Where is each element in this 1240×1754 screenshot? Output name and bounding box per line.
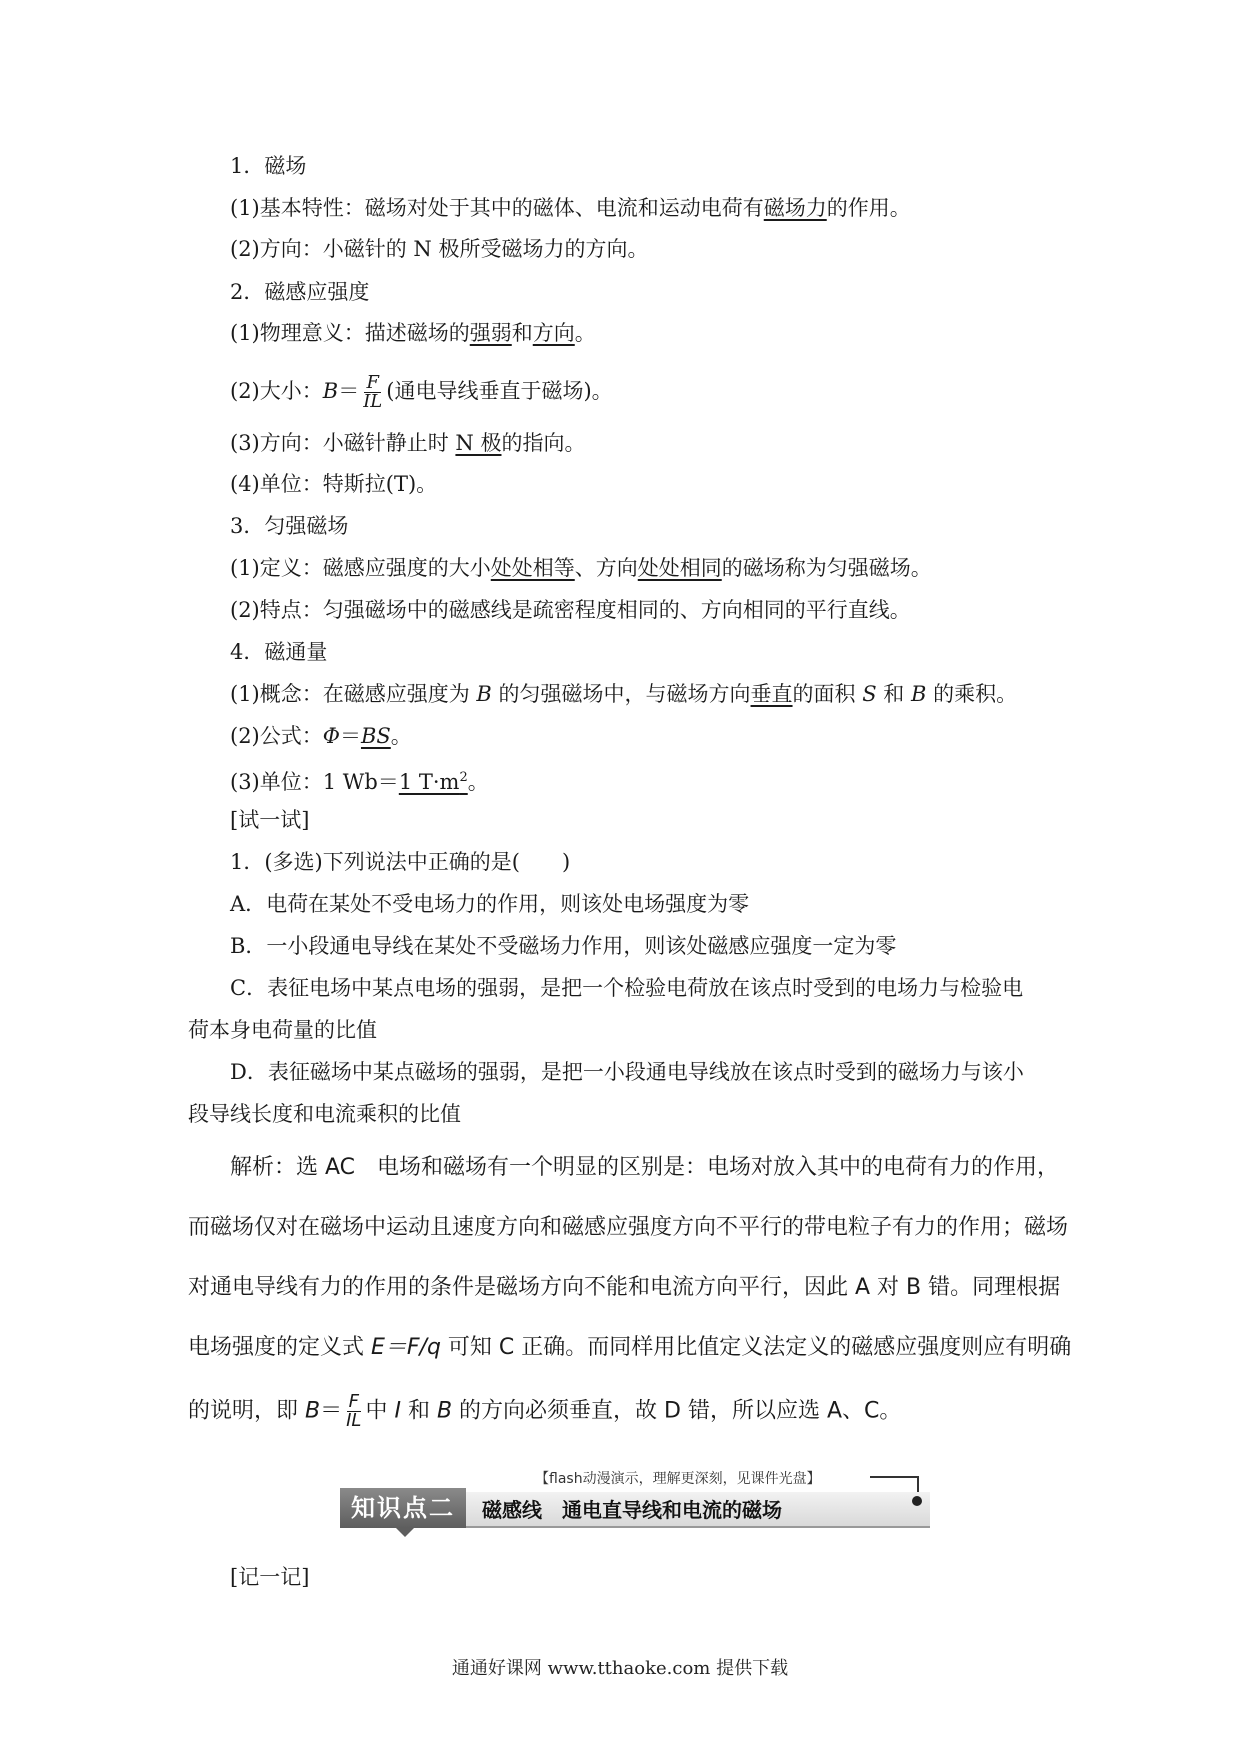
section-2-title: 2．磁感应强度 [230,280,370,304]
section-3-item-2: (2)特点：匀强磁场中的磁感线是疏密程度相同的、方向相同的平行直线。 [230,598,911,622]
formula-fraction: $\frac{F}{IL}$ [363,372,383,412]
question-stem: 1．(多选)下列说法中正确的是( ) [230,850,571,874]
section-4-item-1: (1)概念：在磁感应强度为 B 的匀强磁场中，与磁场方向垂直的面积 S 和 B 的乘积。 [230,682,1018,706]
section-1-item-1: (1)基本特性：磁场对处于其中的磁体、电流和运动电荷有磁场力的作用。 [230,196,911,220]
option-a: A．电荷在某处不受电场力的作用，则该处电场强度为零 [230,892,750,916]
banner-dot-icon [912,1496,922,1506]
banner-title: 磁感线 通电直导线和电流的磁场 [482,1498,782,1522]
section-4-title: 4．磁通量 [230,640,328,664]
section-4-item-3: (3)单位：1 Wb＝1 $T\cdot m^2$。 [230,770,489,794]
analysis-line-4: 电场强度的定义式 E＝F/q 可知 C 正确。而同样用比值定义法定义的磁感应强度则应有明确 [188,1335,1072,1360]
knowledge-point-banner [340,1468,930,1538]
option-c-line-2: 荷本身电荷量的比值 [188,1018,377,1042]
analysis-line-2: 而磁场仅对在磁场中运动且速度方向和磁感应强度方向不平行的带电粒子有力的作用；磁场 [188,1215,1069,1240]
banner-pointer-icon [396,1528,414,1537]
option-d-line-1: D．表征磁场中某点磁场的强弱，是把一小段通电导线放在该点时受到的磁场力与该小 [230,1060,1024,1084]
section-2-item-1: (1)物理意义：描述磁场的强弱和方向。 [230,321,596,345]
section-1-title: 1．磁场 [230,154,307,178]
analysis-line-1: 解析：选 AC 电场和磁场有一个明显的区别是：电场对放入其中的电荷有力的作用， [230,1155,1060,1180]
section-1-item-2: (2)方向：小磁针的 N 极所受磁场力的方向。 [230,237,649,261]
section-3-title: 3．匀强磁场 [230,514,349,538]
remember-label: [记一记] [230,1565,310,1589]
section-2-item-3: (3)方向：小磁针静止时 N 极的指向。 [230,431,586,455]
banner-tag: 知识点二 [340,1488,466,1528]
analysis-fraction: $\frac{F}{IL}$ [346,1391,362,1431]
analysis-line-3: 对通电导线有力的作用的条件是磁场方向不能和电流方向平行，因此 A 对 B 错。同理根据 [188,1275,1061,1300]
section-2-item-4: (4)单位：特斯拉(T)。 [230,472,438,496]
option-c-line-1: C．表征电场中某点电场的强弱，是把一个检验电荷放在该点时受到的电场力与检验电 [230,976,1024,1000]
section-4-item-2: (2)公式：Φ＝BS。 [230,724,412,748]
analysis-line-5: 的说明，即 B＝ $\frac{F}{IL}$ 中 I 和 B 的方向必须垂直，故 D 错，所以应选 A、C。 [188,1391,902,1431]
section-2-item-2: (2)大小：B＝ $\frac{F}{IL}$ (通电导线垂直于磁场)。 [230,372,613,412]
option-d-line-2: 段导线长度和电流乘积的比值 [188,1102,461,1126]
option-b: B．一小段通电导线在某处不受磁场力作用，则该处磁感应强度一定为零 [230,934,897,958]
page-footer: 通通好课网 www.tthaoke.com 提供下载 [451,1658,789,1679]
section-3-item-1: (1)定义：磁感应强度的大小处处相等、方向处处相同的磁场称为匀强磁场。 [230,556,932,580]
try-label: [试一试] [230,808,310,832]
banner-connector [870,1476,918,1478]
banner-note: 【flash动漫演示，理解更深刻，见课件光盘】 [535,1471,821,1487]
